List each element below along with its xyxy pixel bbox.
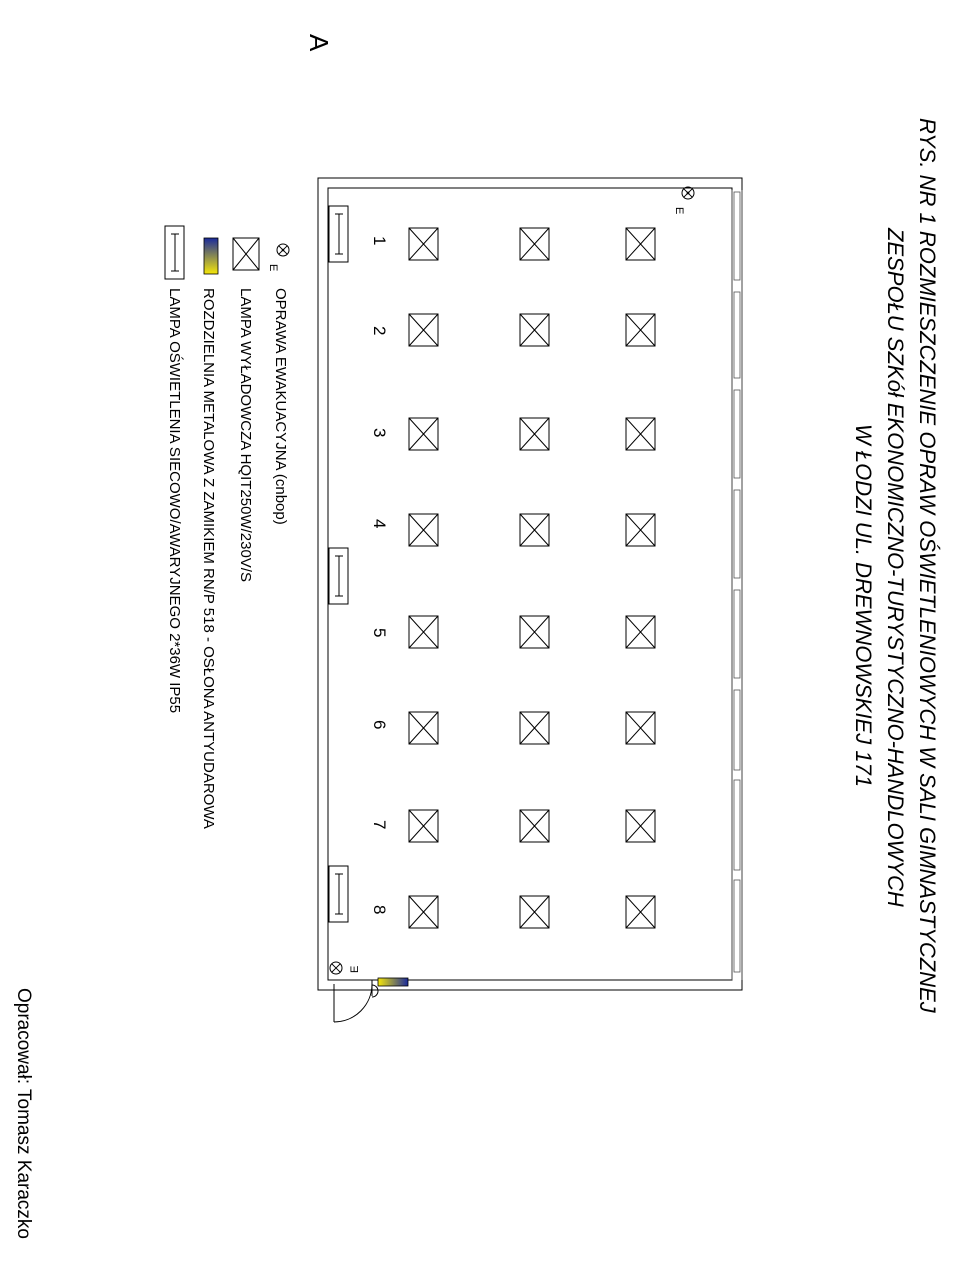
title-line-1: RYS. NR 1 ROZMIESZCZENIE OPRAW OŚWIETLENIOWYCH W SALI GIMNASTYCZNEJ [915,118,940,1013]
evacuation-luminaire-bottom [330,962,342,974]
legend-evacuation-text: OPRAWA EWAKUACYJNA (cnbop) [272,288,289,525]
discharge-lamp [409,228,438,260]
discharge-lamp-grid [409,228,655,928]
distribution-board-icon [204,238,218,274]
discharge-lamp [626,616,655,648]
discharge-lamp [409,810,438,842]
evacuation-luminaire-top [682,187,694,199]
discharge-lamp [520,228,549,260]
window-segment [734,590,740,678]
evacuation-luminaire-icon [277,244,289,256]
discharge-lamp [520,712,549,744]
column-number: 1 [370,236,389,246]
window-segment [734,490,740,578]
discharge-lamp [409,514,438,546]
emergency-lamp [329,548,348,604]
legend-emergency-lamp-text: LAMPA OŚWIETLENIA SIECOWO/AWARYJNEGO 2*36W IP55 [166,288,183,714]
column-number: 3 [370,428,389,438]
discharge-lamp [409,616,438,648]
discharge-lamp [626,896,655,928]
window-segment [734,880,740,972]
window-segment [734,292,740,378]
discharge-lamp [626,712,655,744]
emergency-lamp [329,866,348,922]
author-credit: Opracował: Tomasz Karaczko [13,988,34,1239]
room-outline [318,178,742,990]
legend-evacuation-sublabel: E [267,264,279,272]
discharge-lamp [520,418,549,450]
discharge-lamp [520,810,549,842]
discharge-lamp [520,314,549,346]
discharge-lamp [409,418,438,450]
discharge-lamp [520,616,549,648]
column-number: 4 [370,519,389,529]
discharge-lamp [626,418,655,450]
legend [165,226,289,829]
window-segment [734,390,740,478]
emergency-lamp-icon [165,226,184,279]
discharge-lamp [409,712,438,744]
evacuation-label-top: E [673,207,685,215]
title-line-3: W ŁODZI UL. DREWNOWSKIEJ 171 [851,424,876,788]
corner-mark: A [304,34,334,52]
title-line-2: ZESPOŁU SZKół EKONOMICZNO-TURYSTYCZNO-HANDLOWYCH [883,228,908,907]
window-segment [734,192,740,280]
distribution-board [378,978,408,986]
discharge-lamp [626,514,655,546]
column-number: 7 [370,820,389,830]
discharge-lamp [520,514,549,546]
column-number: 8 [370,905,389,915]
discharge-lamp [409,896,438,928]
column-number: 5 [370,628,389,638]
discharge-lamp [626,228,655,260]
discharge-lamp [520,896,549,928]
discharge-lamp [409,314,438,346]
column-number: 2 [370,326,389,336]
legend-distribution-board-text: ROZDZIELNIA METALOWA Z ZAMIKIEM RN/P 518 - OSŁONA ANTYUDAROWA [200,288,217,829]
evacuation-label-bottom: E [349,965,361,973]
door-symbol [334,980,378,1022]
emergency-lamp [329,206,348,262]
legend-discharge-lamp-text: LAMPA WYŁADOWCZA HQIT250W/230V/S [237,288,254,582]
discharge-lamp-icon [233,238,259,270]
discharge-lamp [626,810,655,842]
column-number: 6 [370,720,389,730]
window-segment [734,690,740,770]
discharge-lamp [626,314,655,346]
column-numbers [370,236,389,914]
window-strip [734,192,740,972]
window-segment [734,780,740,870]
